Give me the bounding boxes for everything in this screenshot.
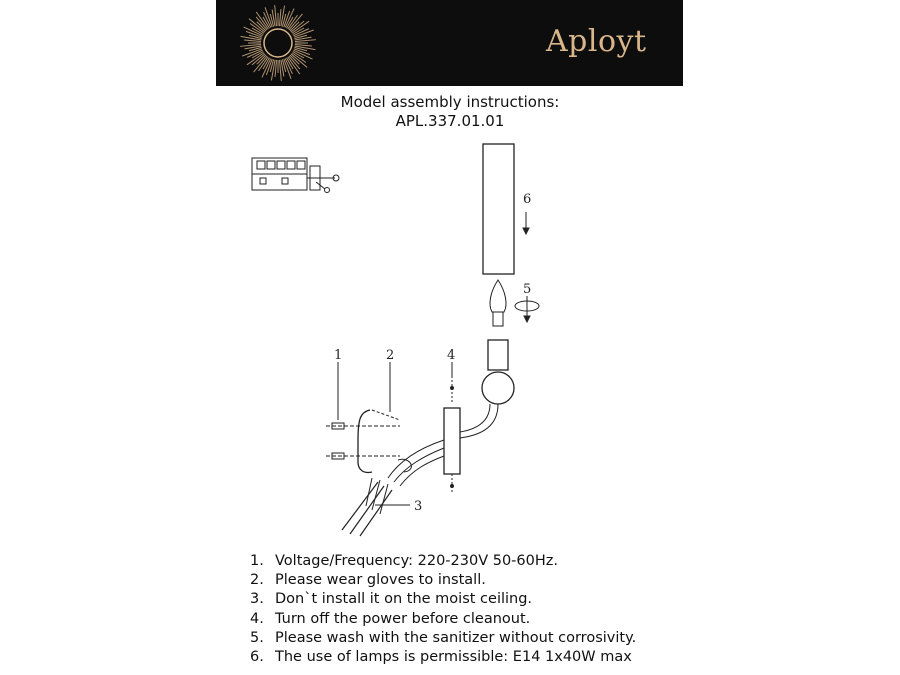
list-item: 6. The use of lamps is permissible: E14 1x40W max (250, 649, 632, 666)
wall-backplate (444, 408, 460, 474)
callout-1: 1 (334, 348, 343, 363)
lamp-socket (488, 340, 508, 370)
callout-3: 3 (414, 499, 423, 514)
list-item: 3. Don`t install it on the moist ceiling. (250, 591, 533, 608)
page-title: Model assembly instructions: (340, 93, 560, 111)
instruction-list (250, 552, 636, 667)
callout-6: 6 (523, 192, 532, 207)
list-item: 1. Voltage/Frequency: 220-230V 50-60Hz. (250, 553, 558, 569)
mounting-bracket (358, 410, 372, 473)
brand-name: Aployt (546, 24, 647, 59)
lamp-shade (483, 144, 514, 274)
list-item: 2. Please wear gloves to install. (250, 572, 486, 589)
terminal-block-icon (252, 158, 339, 193)
list-item: 5. Please wash with the sanitizer without corrosivity. (250, 629, 637, 646)
candle-bulb (490, 280, 506, 312)
callout-5: 5 (523, 282, 532, 297)
callout-2: 2 (386, 348, 395, 363)
list-item: 4. Turn off the power before cleanout. (250, 610, 531, 627)
glass-sphere (482, 372, 514, 404)
callout-4: 4 (447, 348, 456, 363)
model-number: APL.337.01.01 (395, 112, 505, 130)
